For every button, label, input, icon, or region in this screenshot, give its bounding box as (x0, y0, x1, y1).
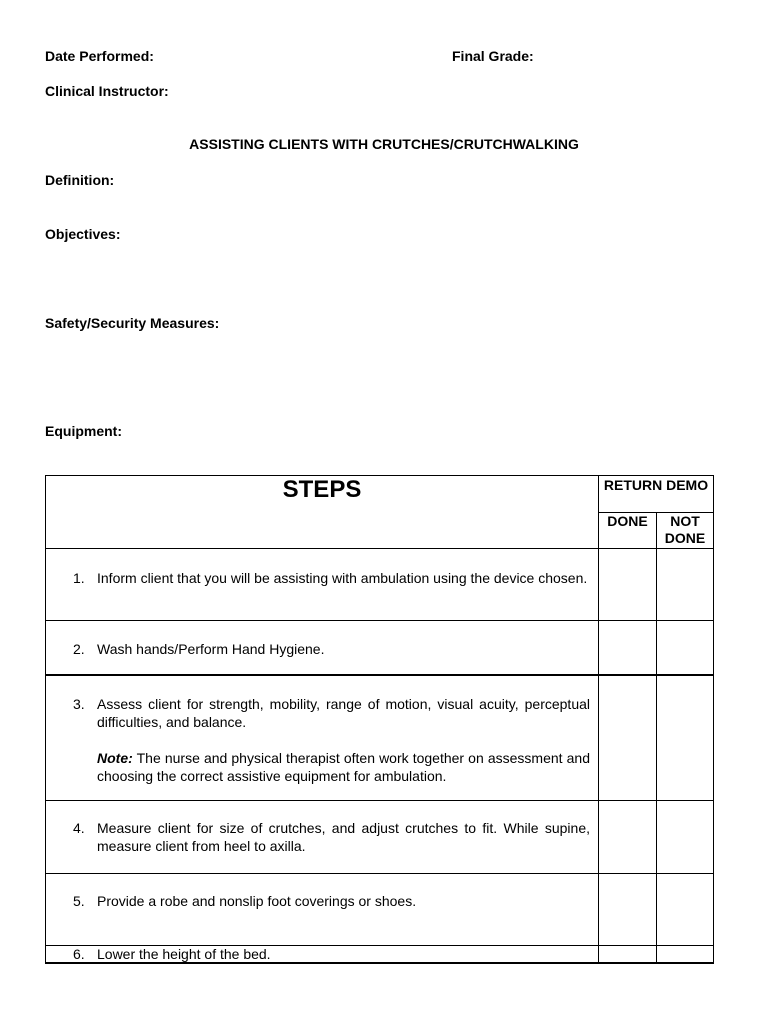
not-done-checkbox-cell[interactable] (657, 675, 714, 801)
table-row (46, 549, 714, 621)
done-checkbox-cell[interactable] (599, 946, 657, 964)
step-cell (46, 946, 599, 964)
steps-table (45, 475, 714, 964)
note-text: The nurse and physical therapist often work together on assessment and choosing the correct assistive equipment for ambulation. (97, 749, 590, 784)
done-checkbox-cell[interactable] (599, 549, 657, 621)
table-row (46, 946, 714, 964)
done-checkbox-cell[interactable] (599, 675, 657, 801)
done-header: DONE (599, 513, 657, 549)
note-label: Note: (97, 749, 133, 766)
step-text: Lower the height of the bed. (97, 946, 271, 962)
table-row (46, 675, 714, 801)
step-number: 1. (73, 570, 85, 586)
step-number: 4. (73, 820, 85, 836)
table-row (46, 801, 714, 874)
not-done-header: NOT DONE (657, 513, 714, 549)
equipment-label: Equipment: (45, 423, 122, 439)
step-text: Measure client for size of crutches, and adjust crutches to fit. While supine, measure client from heel to axilla. (97, 820, 590, 854)
final-grade-label: Final Grade: (452, 48, 534, 64)
table-row (46, 621, 714, 675)
objectives-label: Objectives: (45, 226, 121, 242)
not-done-checkbox-cell[interactable] (657, 549, 714, 621)
done-checkbox-cell[interactable] (599, 621, 657, 675)
step-cell (46, 874, 599, 946)
steps-header: STEPS (46, 476, 599, 549)
not-done-checkbox-cell[interactable] (657, 946, 714, 964)
step-cell (46, 621, 599, 675)
not-done-checkbox-cell[interactable] (657, 801, 714, 874)
step-cell (46, 549, 599, 621)
done-checkbox-cell[interactable] (599, 874, 657, 946)
clinical-instructor-label: Clinical Instructor: (45, 83, 169, 99)
step-text: Inform client that you will be assisting with ambulation using the device chosen. (97, 570, 588, 586)
step-number: 5. (73, 893, 85, 909)
step-number: 3. (73, 695, 85, 712)
safety-measures-label: Safety/Security Measures: (45, 315, 220, 331)
done-checkbox-cell[interactable] (599, 801, 657, 874)
return-demo-header: RETURN DEMO (599, 476, 714, 513)
not-done-checkbox-cell[interactable] (657, 621, 714, 675)
document-title: ASSISTING CLIENTS WITH CRUTCHES/CRUTCHWALKING (189, 136, 579, 152)
table-row (46, 874, 714, 946)
step-note (97, 749, 590, 785)
definition-label: Definition: (45, 172, 115, 188)
step-number: 2. (73, 641, 85, 657)
step-text: Wash hands/Perform Hand Hygiene. (97, 641, 325, 657)
date-performed-label: Date Performed: (45, 48, 154, 64)
step-text: Assess client for strength, mobility, range of motion, visual acuity, perceptual difficulties, and balance. (97, 695, 590, 730)
not-done-checkbox-cell[interactable] (657, 874, 714, 946)
step-text: Provide a robe and nonslip foot coverings or shoes. (97, 893, 417, 909)
step-cell (46, 675, 599, 801)
step-cell (46, 801, 599, 874)
step-number: 6. (73, 946, 85, 962)
